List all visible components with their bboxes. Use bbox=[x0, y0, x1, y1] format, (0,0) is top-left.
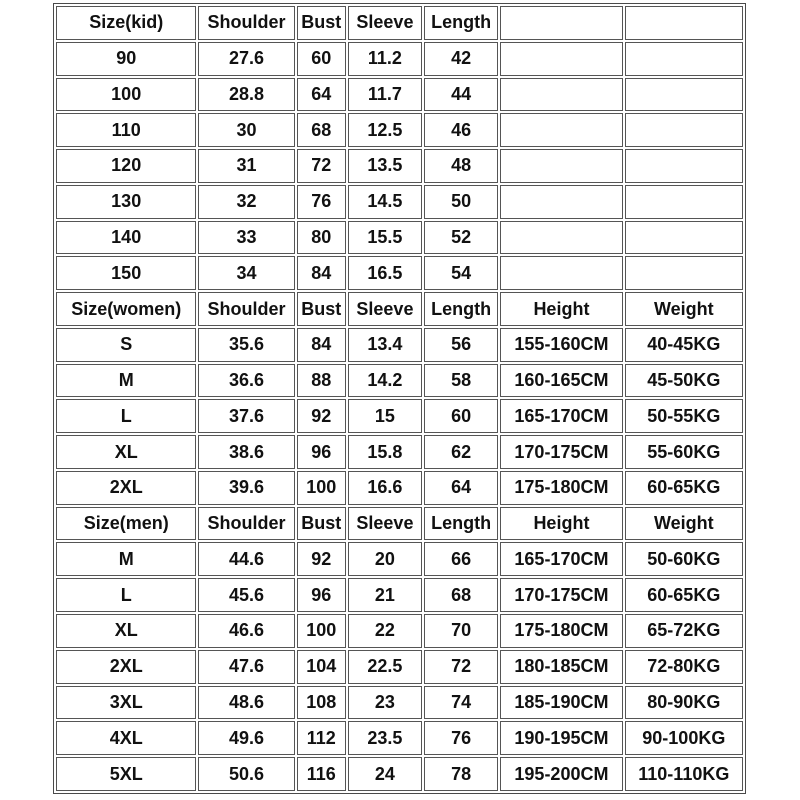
men-cell-length: 78 bbox=[424, 757, 498, 791]
men-cell-bust: 100 bbox=[297, 614, 346, 648]
men-table-row bbox=[56, 578, 743, 612]
men-cell-size: 3XL bbox=[56, 686, 196, 720]
kid-cell-height bbox=[500, 185, 622, 219]
women-cell-height: 165-170CM bbox=[500, 399, 622, 433]
men-cell-length: 66 bbox=[424, 542, 498, 576]
women-header-weight: Weight bbox=[625, 292, 743, 326]
kid-table-row bbox=[56, 42, 743, 76]
kid-cell-bust: 72 bbox=[297, 149, 346, 183]
kid-cell-shoulder: 32 bbox=[198, 185, 294, 219]
kid-header-length: Length bbox=[424, 6, 498, 40]
men-cell-size: M bbox=[56, 542, 196, 576]
women-cell-size: M bbox=[56, 364, 196, 398]
men-table-row bbox=[56, 757, 743, 791]
women-cell-sleeve: 14.2 bbox=[348, 364, 422, 398]
women-header-height: Height bbox=[500, 292, 622, 326]
women-cell-shoulder: 36.6 bbox=[198, 364, 294, 398]
women-cell-size: 2XL bbox=[56, 471, 196, 505]
kid-cell-height bbox=[500, 149, 622, 183]
men-header-size: Size(men) bbox=[56, 507, 196, 541]
men-header-weight: Weight bbox=[625, 507, 743, 541]
men-cell-weight: 60-65KG bbox=[625, 578, 743, 612]
kid-header-weight bbox=[625, 6, 743, 40]
women-cell-height: 170-175CM bbox=[500, 435, 622, 469]
kid-cell-height bbox=[500, 113, 622, 147]
kid-cell-shoulder: 27.6 bbox=[198, 42, 294, 76]
kid-cell-length: 48 bbox=[424, 149, 498, 183]
men-cell-length: 68 bbox=[424, 578, 498, 612]
kid-cell-sleeve: 14.5 bbox=[348, 185, 422, 219]
men-cell-weight: 72-80KG bbox=[625, 650, 743, 684]
kid-cell-weight bbox=[625, 78, 743, 112]
women-cell-shoulder: 39.6 bbox=[198, 471, 294, 505]
kid-cell-sleeve: 12.5 bbox=[348, 113, 422, 147]
men-cell-length: 76 bbox=[424, 721, 498, 755]
women-cell-weight: 45-50KG bbox=[625, 364, 743, 398]
kid-cell-sleeve: 11.7 bbox=[348, 78, 422, 112]
kid-cell-size: 150 bbox=[56, 256, 196, 290]
men-header-length: Length bbox=[424, 507, 498, 541]
men-cell-bust: 104 bbox=[297, 650, 346, 684]
kid-cell-bust: 80 bbox=[297, 221, 346, 255]
men-table-row bbox=[56, 542, 743, 576]
men-cell-sleeve: 23.5 bbox=[348, 721, 422, 755]
kid-table-row bbox=[56, 256, 743, 290]
kid-cell-size: 120 bbox=[56, 149, 196, 183]
women-header-sleeve: Sleeve bbox=[348, 292, 422, 326]
women-cell-weight: 40-45KG bbox=[625, 328, 743, 362]
kid-table-row bbox=[56, 221, 743, 255]
kid-cell-size: 110 bbox=[56, 113, 196, 147]
men-cell-shoulder: 46.6 bbox=[198, 614, 294, 648]
women-cell-weight: 50-55KG bbox=[625, 399, 743, 433]
kid-cell-bust: 68 bbox=[297, 113, 346, 147]
men-cell-height: 165-170CM bbox=[500, 542, 622, 576]
women-cell-bust: 88 bbox=[297, 364, 346, 398]
kid-cell-height bbox=[500, 78, 622, 112]
women-cell-size: S bbox=[56, 328, 196, 362]
women-header-size: Size(women) bbox=[56, 292, 196, 326]
women-cell-height: 155-160CM bbox=[500, 328, 622, 362]
kid-cell-shoulder: 28.8 bbox=[198, 78, 294, 112]
kid-header-row bbox=[56, 6, 743, 40]
kid-cell-weight bbox=[625, 149, 743, 183]
kid-cell-weight bbox=[625, 185, 743, 219]
men-cell-sleeve: 24 bbox=[348, 757, 422, 791]
kid-cell-bust: 64 bbox=[297, 78, 346, 112]
men-cell-size: XL bbox=[56, 614, 196, 648]
kid-header-shoulder: Shoulder bbox=[198, 6, 294, 40]
women-table-row bbox=[56, 435, 743, 469]
men-table-row bbox=[56, 721, 743, 755]
men-header-shoulder: Shoulder bbox=[198, 507, 294, 541]
men-cell-length: 72 bbox=[424, 650, 498, 684]
kid-table-row bbox=[56, 149, 743, 183]
kid-header-bust: Bust bbox=[297, 6, 346, 40]
women-cell-sleeve: 13.4 bbox=[348, 328, 422, 362]
kid-cell-sleeve: 16.5 bbox=[348, 256, 422, 290]
men-cell-weight: 65-72KG bbox=[625, 614, 743, 648]
kid-cell-length: 44 bbox=[424, 78, 498, 112]
kid-cell-height bbox=[500, 221, 622, 255]
men-cell-shoulder: 48.6 bbox=[198, 686, 294, 720]
women-table-row bbox=[56, 471, 743, 505]
men-cell-sleeve: 23 bbox=[348, 686, 422, 720]
men-cell-sleeve: 22 bbox=[348, 614, 422, 648]
women-header-bust: Bust bbox=[297, 292, 346, 326]
men-cell-shoulder: 44.6 bbox=[198, 542, 294, 576]
women-cell-size: XL bbox=[56, 435, 196, 469]
kid-cell-bust: 60 bbox=[297, 42, 346, 76]
women-cell-weight: 55-60KG bbox=[625, 435, 743, 469]
women-table-row bbox=[56, 328, 743, 362]
women-cell-length: 64 bbox=[424, 471, 498, 505]
kid-cell-length: 42 bbox=[424, 42, 498, 76]
women-cell-shoulder: 35.6 bbox=[198, 328, 294, 362]
kid-cell-size: 140 bbox=[56, 221, 196, 255]
kid-cell-length: 50 bbox=[424, 185, 498, 219]
women-cell-length: 56 bbox=[424, 328, 498, 362]
men-cell-length: 70 bbox=[424, 614, 498, 648]
kid-cell-length: 46 bbox=[424, 113, 498, 147]
women-cell-bust: 84 bbox=[297, 328, 346, 362]
women-cell-shoulder: 37.6 bbox=[198, 399, 294, 433]
women-cell-length: 58 bbox=[424, 364, 498, 398]
kid-cell-size: 90 bbox=[56, 42, 196, 76]
men-cell-bust: 92 bbox=[297, 542, 346, 576]
kid-header-sleeve: Sleeve bbox=[348, 6, 422, 40]
men-cell-shoulder: 50.6 bbox=[198, 757, 294, 791]
kid-cell-bust: 76 bbox=[297, 185, 346, 219]
men-header-row bbox=[56, 507, 743, 541]
kid-cell-height bbox=[500, 42, 622, 76]
kid-cell-weight bbox=[625, 221, 743, 255]
men-cell-size: L bbox=[56, 578, 196, 612]
kid-cell-sleeve: 11.2 bbox=[348, 42, 422, 76]
men-cell-sleeve: 21 bbox=[348, 578, 422, 612]
kid-cell-size: 130 bbox=[56, 185, 196, 219]
men-cell-height: 180-185CM bbox=[500, 650, 622, 684]
men-cell-length: 74 bbox=[424, 686, 498, 720]
men-cell-bust: 112 bbox=[297, 721, 346, 755]
kid-cell-shoulder: 30 bbox=[198, 113, 294, 147]
kid-header-size: Size(kid) bbox=[56, 6, 196, 40]
size-chart-table bbox=[53, 3, 746, 794]
men-header-height: Height bbox=[500, 507, 622, 541]
men-cell-sleeve: 20 bbox=[348, 542, 422, 576]
men-cell-weight: 50-60KG bbox=[625, 542, 743, 576]
kid-cell-weight bbox=[625, 113, 743, 147]
women-cell-height: 160-165CM bbox=[500, 364, 622, 398]
women-header-row bbox=[56, 292, 743, 326]
women-table-row bbox=[56, 364, 743, 398]
men-table-row bbox=[56, 686, 743, 720]
kid-table-row bbox=[56, 185, 743, 219]
kid-cell-size: 100 bbox=[56, 78, 196, 112]
men-cell-size: 4XL bbox=[56, 721, 196, 755]
men-table-row bbox=[56, 614, 743, 648]
women-cell-weight: 60-65KG bbox=[625, 471, 743, 505]
men-cell-size: 5XL bbox=[56, 757, 196, 791]
kid-cell-shoulder: 34 bbox=[198, 256, 294, 290]
men-cell-weight: 110-110KG bbox=[625, 757, 743, 791]
women-cell-length: 60 bbox=[424, 399, 498, 433]
women-cell-bust: 96 bbox=[297, 435, 346, 469]
men-cell-weight: 90-100KG bbox=[625, 721, 743, 755]
men-cell-height: 185-190CM bbox=[500, 686, 622, 720]
kid-cell-sleeve: 13.5 bbox=[348, 149, 422, 183]
women-cell-sleeve: 15 bbox=[348, 399, 422, 433]
men-cell-size: 2XL bbox=[56, 650, 196, 684]
women-table-row bbox=[56, 399, 743, 433]
women-cell-sleeve: 15.8 bbox=[348, 435, 422, 469]
women-cell-sleeve: 16.6 bbox=[348, 471, 422, 505]
women-header-shoulder: Shoulder bbox=[198, 292, 294, 326]
men-cell-height: 170-175CM bbox=[500, 578, 622, 612]
kid-cell-height bbox=[500, 256, 622, 290]
women-cell-bust: 92 bbox=[297, 399, 346, 433]
men-header-sleeve: Sleeve bbox=[348, 507, 422, 541]
women-cell-shoulder: 38.6 bbox=[198, 435, 294, 469]
men-table-row bbox=[56, 650, 743, 684]
men-cell-sleeve: 22.5 bbox=[348, 650, 422, 684]
kid-cell-weight bbox=[625, 42, 743, 76]
men-cell-shoulder: 49.6 bbox=[198, 721, 294, 755]
men-header-bust: Bust bbox=[297, 507, 346, 541]
men-cell-height: 175-180CM bbox=[500, 614, 622, 648]
kid-header-height bbox=[500, 6, 622, 40]
women-cell-bust: 100 bbox=[297, 471, 346, 505]
men-cell-bust: 108 bbox=[297, 686, 346, 720]
men-cell-height: 195-200CM bbox=[500, 757, 622, 791]
men-cell-bust: 116 bbox=[297, 757, 346, 791]
men-cell-height: 190-195CM bbox=[500, 721, 622, 755]
kid-cell-sleeve: 15.5 bbox=[348, 221, 422, 255]
men-cell-weight: 80-90KG bbox=[625, 686, 743, 720]
men-cell-bust: 96 bbox=[297, 578, 346, 612]
kid-cell-length: 54 bbox=[424, 256, 498, 290]
kid-cell-weight bbox=[625, 256, 743, 290]
size-chart-body bbox=[56, 6, 743, 791]
women-cell-height: 175-180CM bbox=[500, 471, 622, 505]
kid-cell-length: 52 bbox=[424, 221, 498, 255]
kid-cell-bust: 84 bbox=[297, 256, 346, 290]
men-cell-shoulder: 45.6 bbox=[198, 578, 294, 612]
women-cell-length: 62 bbox=[424, 435, 498, 469]
kid-table-row bbox=[56, 78, 743, 112]
men-cell-shoulder: 47.6 bbox=[198, 650, 294, 684]
kid-cell-shoulder: 31 bbox=[198, 149, 294, 183]
women-cell-size: L bbox=[56, 399, 196, 433]
kid-table-row bbox=[56, 113, 743, 147]
women-header-length: Length bbox=[424, 292, 498, 326]
kid-cell-shoulder: 33 bbox=[198, 221, 294, 255]
